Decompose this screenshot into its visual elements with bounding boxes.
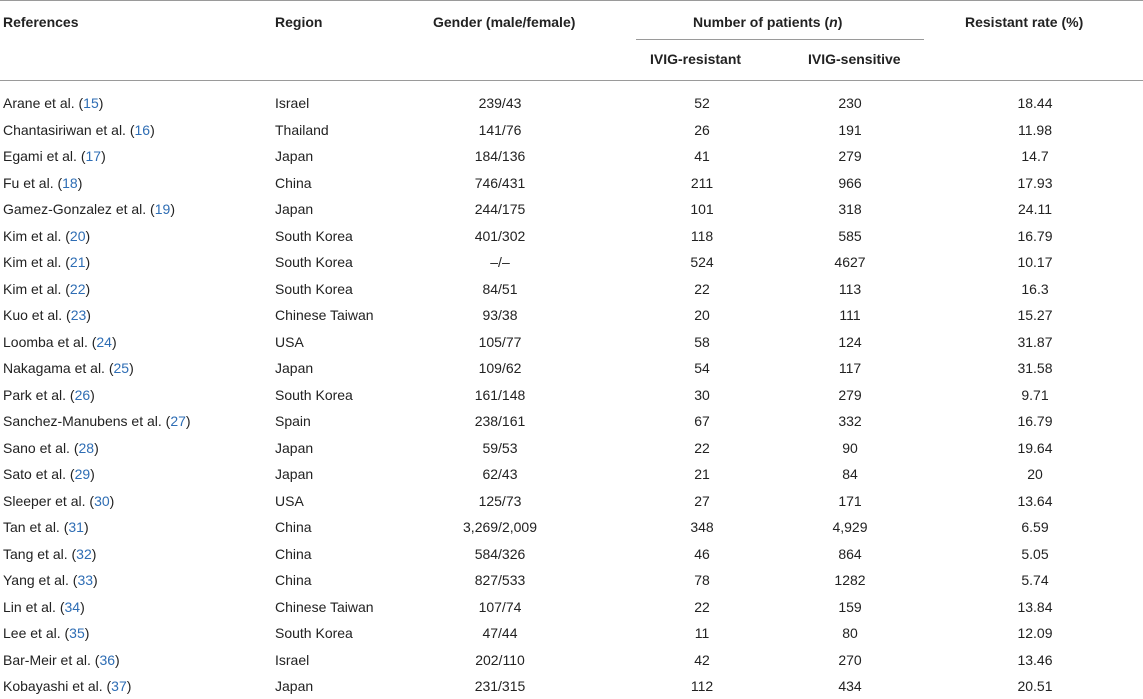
region-cell: South Korea [275,386,353,403]
reference-cell [3,567,98,593]
ivig-sensitive-cell: 191 [838,121,862,138]
table-row [0,647,1143,673]
resistant-rate-cell: 17.93 [1017,174,1053,191]
reference-cell [3,408,191,434]
gender-cell: 109/62 [478,360,522,376]
region-cell: Japan [275,148,314,164]
ivig-resistant-cell: 54 [694,360,710,376]
resistant-rate-cell: 16.79 [1017,227,1053,244]
region-cell: South Korea [275,227,353,244]
reference-number-link[interactable]: 35 [69,625,85,641]
reference-close-paren: ) [85,254,91,270]
ivig-sensitive-cell: 279 [838,386,862,403]
reference-number-link[interactable]: 34 [64,598,81,615]
reference-cell [3,461,95,487]
resistant-rate-cell: 12.09 [1017,625,1053,641]
reference-number-link[interactable]: 30 [94,492,110,509]
gender-cell: 107/74 [478,598,522,615]
ivig-sensitive-cell: 270 [838,651,862,668]
region-cell: Thailand [275,121,329,138]
ivig-resistant-cell: 41 [694,148,710,164]
reference-author: Nakagama et al. ( [3,360,114,376]
gender-cell: 239/43 [478,95,522,111]
table-row [0,514,1143,540]
reference-close-paren: ) [185,413,191,429]
header-patients-underline [636,39,924,40]
resistant-rate-cell: 20.51 [1017,678,1053,694]
reference-close-paren: ) [77,174,83,191]
reference-cell [3,620,89,646]
ivig-resistant-cell: 52 [694,95,710,111]
region-cell: Spain [275,413,311,429]
region-cell: Japan [275,678,314,694]
table-row [0,567,1143,593]
reference-author: Egami et al. ( [3,148,86,164]
gender-cell: 746/431 [474,174,526,191]
header-resistant-rate: Resistant rate (%) [965,14,1084,30]
header-region: Region [275,14,323,30]
reference-author: Tang et al. ( [3,545,77,562]
ivig-resistant-cell: 101 [690,201,714,217]
ivig-resistant-cell: 78 [694,572,710,588]
reference-number-link[interactable]: 17 [85,148,102,164]
region-cell: Chinese Taiwan [275,307,374,323]
table-row [0,249,1143,275]
region-cell: China [275,519,312,535]
ivig-sensitive-cell: 90 [842,439,858,456]
header-gender: Gender (male/female) [433,14,576,30]
reference-cell [3,143,106,169]
ivig-resistant-cell: 20 [694,307,710,323]
resistant-rate-cell: 10.17 [1017,254,1053,270]
reference-number-link[interactable]: 36 [99,651,116,668]
ivig-sensitive-cell: 864 [838,545,862,562]
reference-author: Tan et al. ( [3,519,69,535]
reference-cell [3,673,131,699]
gender-cell: 238/161 [474,413,526,429]
resistant-rate-cell: 11.98 [1018,121,1052,138]
gender-cell: 244/175 [474,201,526,217]
ivig-resistant-cell: 26 [694,121,710,138]
reference-number-link[interactable]: 37 [111,678,127,694]
reference-close-paren: ) [86,307,91,323]
table-row [0,620,1143,646]
region-cell: Japan [275,201,314,217]
ivig-sensitive-cell: 124 [838,333,862,350]
reference-cell [3,249,90,275]
reference-close-paren: ) [93,572,98,588]
ivig-resistant-cell: 42 [694,651,710,668]
reference-cell [3,276,90,302]
reference-cell [3,196,175,222]
table-row [0,90,1143,116]
table-row [0,541,1143,567]
reference-number-link[interactable]: 19 [154,201,171,217]
gender-cell: 3,269/2,009 [463,519,537,535]
gender-cell: 59/53 [482,439,518,456]
resistant-rate-cell: 6.59 [1021,519,1049,535]
reference-author: Kim et al. ( [3,254,70,270]
resistant-rate-cell: 16.79 [1017,413,1053,429]
ivig-resistant-cell: 118 [690,227,714,244]
header-ivig-sensitive: IVIG-sensitive [808,51,901,67]
reference-number-link[interactable]: 27 [170,413,186,429]
ivig-resistant-cell: 348 [690,519,714,535]
region-cell: Israel [275,651,310,668]
reference-cell [3,223,90,249]
reference-close-paren: ) [129,360,134,376]
table-top-rule [0,0,1143,1]
region-cell: USA [275,492,304,509]
ivig-sensitive-cell: 4,929 [832,519,868,535]
resistant-rate-cell: 14.7 [1021,148,1049,164]
ivig-sensitive-cell: 171 [838,492,862,509]
resistant-rate-cell: 15.27 [1017,307,1053,323]
gender-cell: 47/44 [482,625,518,641]
table-row [0,143,1143,169]
reference-number-link[interactable]: 25 [113,360,130,376]
reference-cell [3,90,103,116]
reference-close-paren: ) [80,598,85,615]
reference-cell [3,355,134,381]
ivig-resistant-cell: 58 [694,333,710,350]
gender-cell: 584/326 [474,545,526,562]
reference-cell [3,541,96,567]
reference-number-link[interactable]: 24 [96,333,112,350]
table-row [0,673,1143,699]
table-row [0,435,1143,461]
table-row [0,408,1143,434]
gender-cell: 231/315 [474,678,526,694]
header-patients-text: Number of patients ( [693,14,830,30]
reference-close-paren: ) [90,466,95,482]
reference-number-link[interactable]: 20 [69,227,86,244]
table-row [0,594,1143,620]
reference-author: Chantasiriwan et al. ( [3,121,135,138]
header-patients-n: n [829,14,838,30]
table-row [0,488,1143,514]
resistant-rate-cell: 24.11 [1018,201,1052,217]
reference-cell [3,329,117,355]
resistant-rate-cell: 31.58 [1017,360,1053,376]
gender-cell: –/– [490,254,510,270]
reference-close-paren: ) [150,121,155,138]
table-row [0,276,1143,302]
reference-author: Fu et al. ( [3,174,63,191]
reference-number-link[interactable]: 22 [69,280,86,297]
ivig-resistant-cell: 46 [694,545,710,562]
resistant-rate-cell: 18.44 [1017,95,1053,111]
ivig-sensitive-cell: 279 [838,148,862,164]
gender-cell: 84/51 [482,280,518,297]
reference-author: Loomba et al. ( [3,333,97,350]
region-cell: Israel [275,95,310,111]
region-cell: South Korea [275,254,353,270]
gender-cell: 125/73 [478,492,522,509]
reference-author: Arane et al. ( [3,95,84,111]
table-row [0,355,1143,381]
gender-cell: 401/302 [474,227,526,244]
header-ivig-resistant: IVIG-resistant [650,51,742,67]
ivig-resistant-cell: 22 [694,280,710,297]
reference-close-paren: ) [98,95,104,111]
ivig-resistant-cell: 30 [694,386,710,403]
region-cell: Japan [275,439,314,456]
region-cell: China [275,572,312,588]
reference-close-paren: ) [126,678,132,694]
reference-close-paren: ) [109,492,115,509]
reference-cell [3,382,95,408]
reference-author: Sano et al. ( [3,439,79,456]
gender-cell: 827/533 [474,572,526,588]
gender-cell: 62/43 [482,466,518,482]
reference-author: Kim et al. ( [3,280,70,297]
reference-number-link[interactable]: 26 [74,386,91,403]
reference-cell [3,594,85,620]
reference-cell [3,514,89,540]
ivig-resistant-cell: 67 [694,413,710,429]
reference-author: Lee et al. ( [3,625,70,641]
reference-author: Kim et al. ( [3,227,70,244]
ivig-sensitive-cell: 230 [838,95,862,111]
ivig-sensitive-cell: 1282 [834,572,866,588]
ivig-sensitive-cell: 159 [838,598,862,615]
reference-close-paren: ) [94,439,99,456]
header-bottom-rule [0,80,1143,81]
reference-author: Park et al. ( [3,386,75,403]
ivig-resistant-cell: 22 [694,439,710,456]
gender-cell: 141/76 [478,121,522,138]
reference-author: Sato et al. ( [3,466,75,482]
reference-close-paren: ) [170,201,175,217]
reference-close-paren: ) [111,333,117,350]
reference-close-paren: ) [90,386,95,403]
table-row [0,117,1143,143]
reference-cell [3,647,120,673]
table-row [0,382,1143,408]
ivig-sensitive-cell: 332 [838,413,862,429]
reference-author: Sanchez-Manubens et al. ( [3,413,171,429]
reference-close-paren: ) [83,519,89,535]
resistant-rate-cell: 20 [1027,466,1043,482]
gender-cell: 161/148 [474,386,526,403]
reference-number-link[interactable]: 29 [74,466,91,482]
resistant-rate-cell: 13.46 [1017,651,1053,668]
table-row [0,329,1143,355]
region-cell: Chinese Taiwan [275,598,374,615]
resistant-rate-cell: 5.74 [1021,572,1049,588]
region-cell: South Korea [275,280,353,297]
resistant-rate-cell: 5.05 [1021,545,1049,562]
ivig-sensitive-cell: 318 [838,201,862,217]
gender-cell: 93/38 [482,307,518,323]
reference-cell [3,488,114,514]
ivig-sensitive-cell: 80 [842,625,858,641]
ivig-sensitive-cell: 111 [839,307,861,323]
ivig-sensitive-cell: 117 [838,360,862,376]
ivig-resistant-cell: 11 [694,625,710,641]
ivig-sensitive-cell: 966 [838,174,862,191]
reference-cell [3,117,155,143]
reference-author: Bar-Meir et al. ( [3,651,100,668]
ivig-resistant-cell: 112 [690,678,714,694]
reference-author: Gamez-Gonzalez et al. ( [3,201,155,217]
gender-cell: 202/110 [475,651,525,668]
reference-number-link[interactable]: 21 [69,254,86,270]
reference-cell [3,302,91,328]
reference-number-link[interactable]: 23 [70,307,87,323]
table-row [0,196,1143,222]
ivig-sensitive-cell: 113 [838,280,862,297]
ivig-resistant-cell: 27 [694,492,710,509]
ivig-sensitive-cell: 4627 [834,254,866,270]
ivig-sensitive-cell: 434 [838,678,862,694]
gender-cell: 105/77 [478,333,522,350]
ivig-resistant-cell: 21 [694,466,710,482]
header-patients-close: ) [837,14,843,30]
reference-cell [3,170,82,196]
table-row [0,302,1143,328]
reference-number-link[interactable]: 28 [78,439,95,456]
reference-close-paren: ) [91,545,97,562]
reference-number-link[interactable]: 15 [83,95,99,111]
table-row [0,461,1143,487]
reference-author: Kuo et al. ( [3,307,71,323]
reference-close-paren: ) [101,148,106,164]
reference-author: Yang et al. ( [3,572,78,588]
ivig-sensitive-cell: 84 [842,466,858,482]
table-row [0,223,1143,249]
reference-cell [3,435,99,461]
reference-author: Sleeper et al. ( [3,492,95,509]
header-references: References [3,14,79,30]
ivig-resistant-cell: 22 [694,598,710,615]
ivig-resistant-cell: 211 [690,174,714,191]
reference-number-link[interactable]: 32 [76,545,92,562]
reference-close-paren: ) [115,651,120,668]
resistant-rate-cell: 13.84 [1017,598,1053,615]
reference-number-link[interactable]: 33 [77,572,94,588]
region-cell: China [275,545,312,562]
reference-number-link[interactable]: 16 [134,121,151,138]
region-cell: China [275,174,312,191]
reference-author: Kobayashi et al. ( [3,678,112,694]
table-row [0,170,1143,196]
ivig-resistant-cell: 524 [690,254,714,270]
resistant-rate-cell: 9.71 [1021,386,1049,403]
reference-author: Lin et al. ( [3,598,65,615]
reference-close-paren: ) [85,280,91,297]
reference-close-paren: ) [84,625,90,641]
resistant-rate-cell: 16.3 [1021,280,1049,297]
resistant-rate-cell: 13.64 [1017,492,1053,509]
region-cell: South Korea [275,625,353,641]
region-cell: USA [275,333,304,350]
region-cell: Japan [275,360,314,376]
reference-close-paren: ) [85,227,91,244]
region-cell: Japan [275,466,314,482]
header-number-of-patients [693,13,842,31]
reference-number-link[interactable]: 31 [68,519,84,535]
resistant-rate-cell: 31.87 [1017,333,1053,350]
resistant-rate-cell: 19.64 [1017,439,1053,456]
reference-number-link[interactable]: 18 [62,174,78,191]
ivig-sensitive-cell: 585 [838,227,862,244]
gender-cell: 184/136 [474,148,526,164]
